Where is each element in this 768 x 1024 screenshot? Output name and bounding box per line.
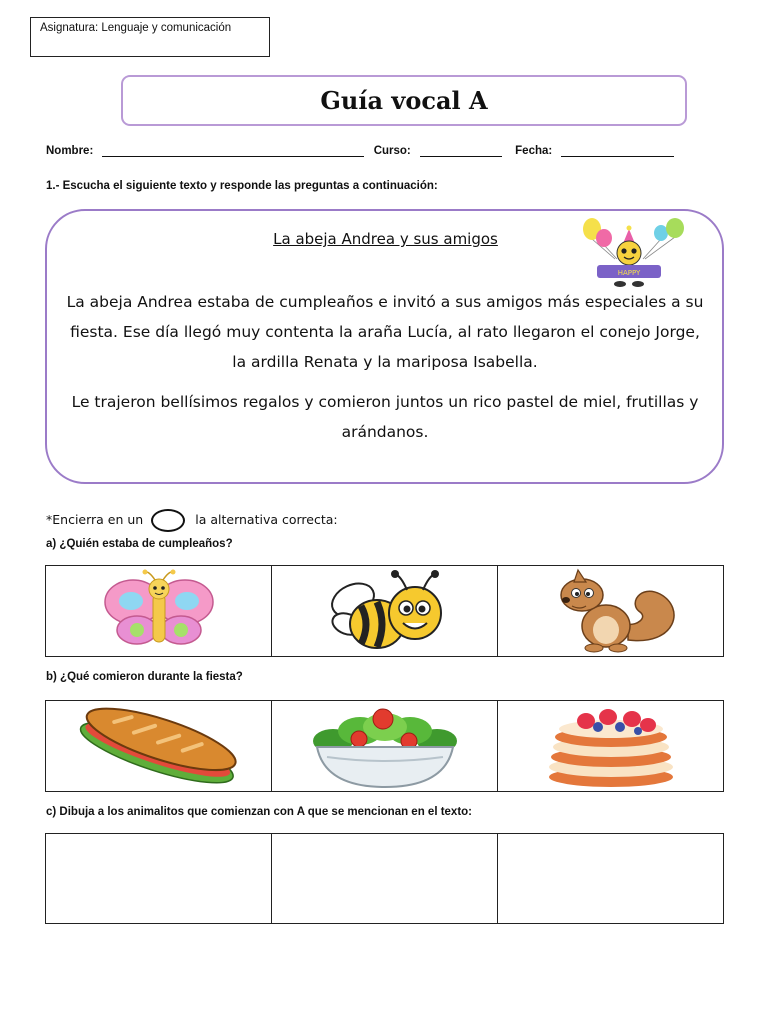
- option-b2[interactable]: [272, 701, 498, 792]
- option-a2[interactable]: [272, 566, 498, 657]
- question-b: b) ¿Qué comieron durante la fiesta?: [46, 671, 243, 683]
- circle-instruction: [46, 509, 338, 532]
- date-label: Fecha:: [515, 145, 553, 157]
- date-field[interactable]: [561, 145, 674, 157]
- story-box: [45, 209, 724, 484]
- circle-instruction-before: *Encierra en un: [46, 512, 144, 527]
- option-b3[interactable]: [498, 701, 724, 792]
- circle-instruction-after: la alternativa correcta:: [195, 512, 338, 527]
- option-b1[interactable]: [46, 701, 272, 792]
- salad-icon: [305, 703, 465, 789]
- title-box: [121, 75, 687, 126]
- question-c: c) Dibuja a los animalitos que comienzan con A que se mencionan en el texto:: [46, 806, 473, 818]
- subject-box: [30, 17, 270, 57]
- option-a3[interactable]: [498, 566, 724, 657]
- story-paragraph-2: Le trajeron bellísimos regalos y comieron juntos un rico pastel de miel, frutillas y arándanos.: [71, 393, 699, 441]
- name-field[interactable]: [102, 145, 364, 157]
- question-b-options: [45, 700, 724, 792]
- sandwich-icon: [69, 703, 249, 789]
- svg-text:HAPPY: HAPPY: [617, 269, 641, 277]
- page-title: Guía vocal A: [320, 86, 488, 115]
- circle-icon: [151, 509, 185, 532]
- story-text: [65, 287, 705, 457]
- drawing-box-1[interactable]: [46, 834, 272, 924]
- drawing-box-2[interactable]: [272, 834, 498, 924]
- squirrel-icon: [536, 568, 686, 654]
- story-paragraph-1: La abeja Andrea estaba de cumpleaños e invitó a sus amigos más especiales a su fiesta. Ese día llegó muy contenta la araña Lucía, al rato llegaron el conejo Jorge, la ardilla Renata y la mariposa Isabella.: [66, 293, 704, 371]
- butterfly-icon: [89, 568, 229, 654]
- course-field[interactable]: [420, 145, 502, 157]
- option-a1[interactable]: [46, 566, 272, 657]
- instruction-1: 1.- Escucha el siguiente texto y responde las preguntas a continuación:: [46, 180, 438, 192]
- name-label: Nombre:: [46, 145, 94, 157]
- birthday-bee-icon: [575, 215, 687, 293]
- course-label: Curso:: [373, 145, 411, 157]
- question-a: a) ¿Quién estaba de cumpleaños?: [46, 538, 233, 550]
- question-c-drawing-boxes: [45, 833, 724, 924]
- bee-icon: [315, 568, 455, 654]
- subject-label: Asignatura: Lenguaje y comunicación: [40, 22, 232, 34]
- student-info-row: [46, 145, 726, 157]
- cake-icon: [536, 703, 686, 789]
- story-title: La abeja Andrea y sus amigos: [273, 230, 498, 248]
- question-a-options: [45, 565, 724, 657]
- drawing-box-3[interactable]: [498, 834, 724, 924]
